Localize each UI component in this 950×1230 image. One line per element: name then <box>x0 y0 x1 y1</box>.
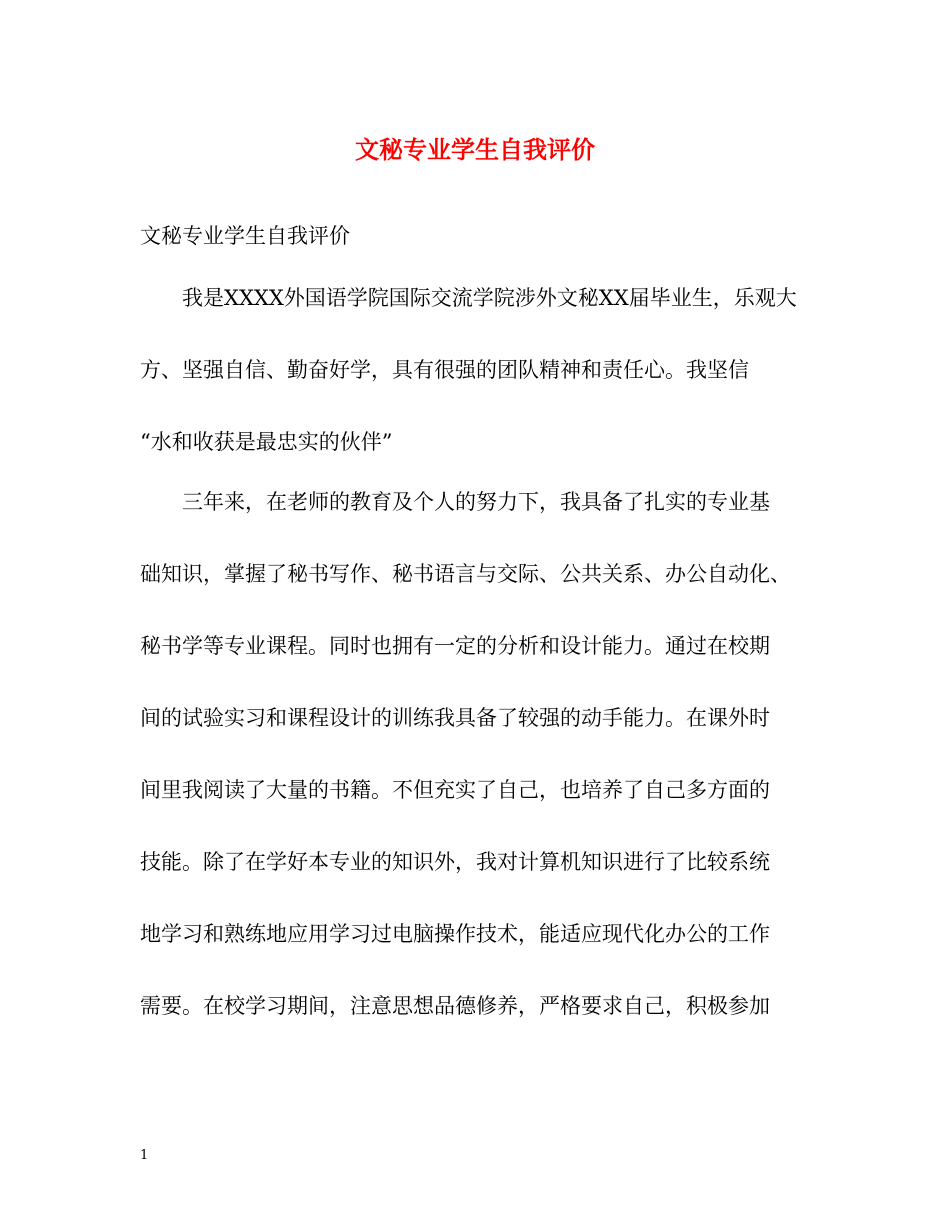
paragraph-line: 技能。除了在学好本专业的知识外，我对计算机知识进行了比较系统 <box>140 850 770 874</box>
paragraph-line: “水和收获是最忠实的伙伴” <box>140 430 393 454</box>
paragraph-line: 间里我阅读了大量的书籍。不但充实了自己，也培养了自己多方面的 <box>140 778 770 802</box>
section-heading: 文秘专业学生自我评价 <box>140 224 350 248</box>
document-title: 文秘专业学生自我评价 <box>355 135 595 164</box>
paragraph-line: 需要。在校学习期间，注意思想品德修养，严格要求自己，积极参加 <box>140 994 770 1018</box>
paragraph-line: 地学习和熟练地应用学习过电脑操作技术，能适应现代化办公的工作 <box>140 922 770 946</box>
paragraph-line: 方、坚强自信、勤奋好学，具有很强的团队精神和责任心。我坚信 <box>140 358 749 382</box>
page-number: 1 <box>140 1148 149 1163</box>
paragraph-line: 秘书学等专业课程。同时也拥有一定的分析和设计能力。通过在校期 <box>140 634 770 658</box>
paragraph-line: 我是XXXX外国语学院国际交流学院涉外文秘XX届毕业生，乐观大 <box>182 286 797 310</box>
paragraph-line: 三年来，在老师的教育及个人的努力下，我具备了扎实的专业基 <box>182 490 770 514</box>
paragraph-line: 础知识，掌握了秘书写作、秘书语言与交际、公共关系、办公自动化、 <box>140 562 791 586</box>
paragraph-line: 间的试验实习和课程设计的训练我具备了较强的动手能力。在课外时 <box>140 706 770 730</box>
